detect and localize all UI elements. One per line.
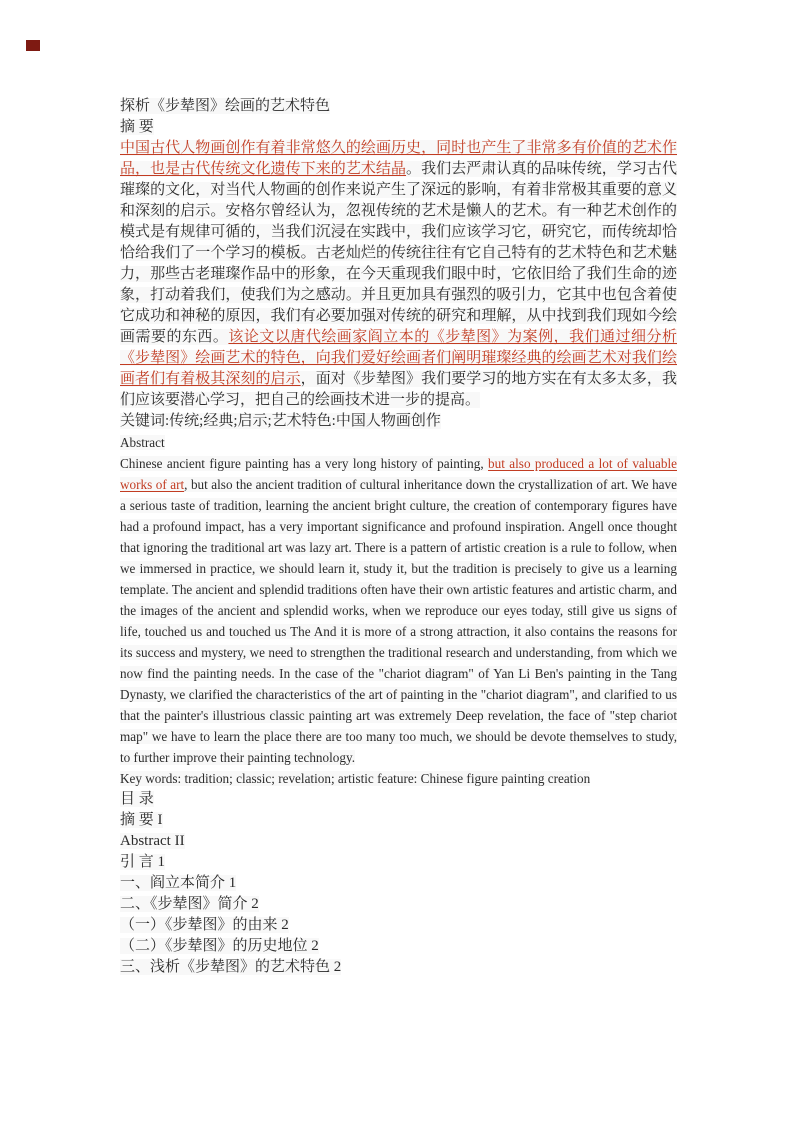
body-text: Chinese ancient figure painting has a very long history of painting, [120,456,489,471]
toc-page-number: II [174,833,185,849]
toc-item-section-2-1: （一）《步辇图》的由来 2 [120,917,289,933]
body-text: ，面对《步辇图》我们要学习的地方实在有太多太多，我们应该要潜心学习，把自己的绘画技术进一步的提高。 [120,371,677,408]
toc-item-section-3: 三、浅析《步辇图》的艺术特色 2 [120,959,342,975]
abstract-zh-paragraph [120,138,677,411]
corner-stamp-icon [26,40,40,51]
toc-item-section-1: 一、阎立本简介 1 [120,875,237,891]
toc-item-section-2-2: （二）《步辇图》的历史地位 2 [120,938,319,954]
underlined-red-text: but also produced a lot of valuable works of art [120,456,677,492]
abstract-en-heading: Abstract [120,435,165,450]
toc-item-abstract-en: Abstract II [120,833,185,849]
toc-page-number: 2 [251,896,259,912]
toc-page-number: 2 [333,959,342,975]
toc-heading: 目 录 [120,791,154,807]
document-body [120,96,677,978]
abstract-en-paragraph [120,453,677,768]
toc-item-abstract-zh: 摘 要 I [120,812,163,828]
document-title: 探析《步辇图》绘画的艺术特色 [120,98,331,114]
keywords-zh: 关键词:传统;经典;启示;艺术特色:中国人物画创作 [120,413,441,429]
toc-item-section-2: 二、《步辇图》简介 2 [120,896,259,912]
keywords-en: Key words: tradition; classic; revelation; artistic feature: Chinese figure painting creation [120,771,591,786]
toc-item-introduction: 引 言 1 [120,854,166,870]
table-of-contents [120,810,677,978]
toc-page-number: I [157,812,163,828]
body-text: , but also the ancient tradition of cultural inheritance down the crystallization of art. We have a serious taste of tradition, learning the ancient bright culture, the creation of contemporary figures have had a profound impact, has a very important significance and profound inspiration. Angell once thought that ignoring the traditional art was lazy art. There is a pattern of artistic creation is a rule to follow, when we immersed in practice, we should learn it, study it, but the tradition is precisely to give us a learning template. The ancient and splendid traditions often have their own artistic features and artistic charm, and the images of the ancient and splendid works, when we reproduce our eyes today, still give us signs of life, touched us and touched us The And it is more of a strong attraction, it also contains the reasons for its success and mystery, we need to strengthen the traditional research and understanding, from which we now find the painting needs. In the case of the "chariot diagram" of Yan Li Ben's painting in the Tang Dynasty, we clarified the characteristics of the art of painting in the "chariot diagram", and clarified to us that the painter's illustrious classic painting art was extremely Deep revelation, the face of "step chariot map" we have to learn the place there are too many too much, we should be devote themselves to study, to further improve their painting technology. [120,477,677,765]
toc-page-number: 1 [157,854,166,870]
underlined-red-text: 该论文以唐代绘画家阎立本的《步辇图》为案例，我们通过细分析《步辇图》绘画艺术的特色，向我们爱好绘画者们阐明璀璨经典的绘画艺术对我们绘画者们有着极其深刻的启示 [120,329,677,387]
toc-page-number: 1 [228,875,237,891]
body-text: 。我们去严肃认真的品味传统，学习古代璀璨的文化，对当代人物画的创作来说产生了深远的影响，有着非常极其重要的意义和深刻的启示。安格尔曾经认为，忽视传统的艺术是懒人的艺术。有一种艺术创作的模式是有规律可循的，当我们沉浸在实践中，我们应该学习它，研究它，而传统却恰恰给我们了一个学习的模板。古老灿烂的传统往往有它自己特有的艺术特色和艺术魅力，那些古老璀璨作品中的形象，在今天重现我们眼中时，它依旧给了我们生命的迹象，打动着我们，使我们为之感动。并且更加具有强烈的吸引力，它其中也包含着使它成功和神秘的原因，我们有必要加强对传统的研究和理解，从中找到我们现如今绘画需要的东西。 [120,161,677,345]
abstract-zh-heading: 摘 要 [120,119,154,135]
underlined-red-text: 中国古代人物画创作有着非常悠久的绘画历史，同时也产生了非常多有价值的艺术作品，也是古代传统文化遗传下来的艺术结晶 [120,140,677,177]
toc-page-number: 2 [311,938,319,954]
toc-page-number: 2 [281,917,289,933]
